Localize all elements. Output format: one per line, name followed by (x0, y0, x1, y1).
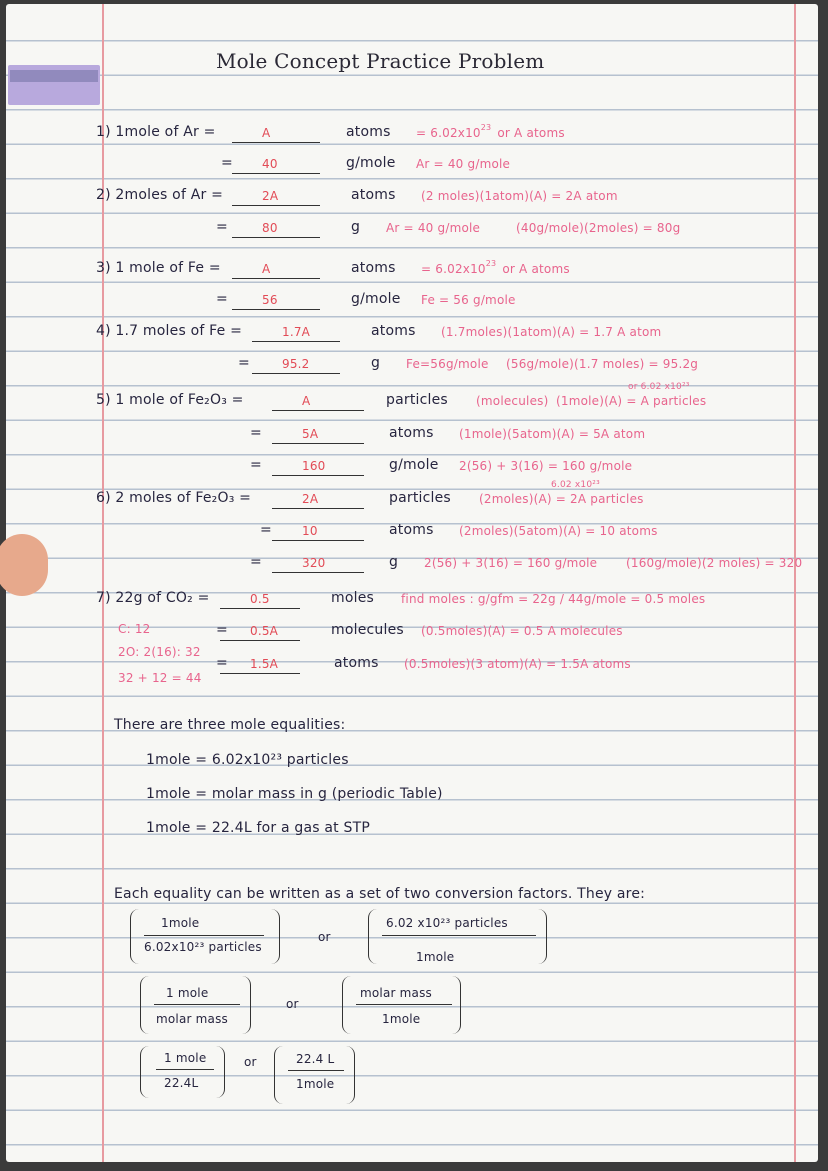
problem-work-note-3: or 6.02 x10²³ (628, 382, 690, 392)
problem-label: = (260, 522, 272, 538)
factor1-numerator: 1mole (161, 916, 200, 930)
answer-blank-line (272, 410, 364, 411)
problem-answer: 80 (262, 221, 278, 235)
or-text: or (244, 1055, 257, 1069)
problem-label: = (216, 219, 228, 235)
problem-label: 7) 22g of CO₂ = (96, 590, 210, 606)
problem-unit: atoms (346, 124, 391, 140)
problem-work-note-2: (56g/mole)(1.7 moles) = 95.2g (506, 357, 699, 371)
work-note-text: Fe = 56 g/mole (421, 293, 516, 307)
problem-unit: atoms (371, 323, 416, 339)
problem-answer: 160 (302, 459, 326, 473)
answer-blank-line (252, 341, 340, 342)
thumb-photo-artifact (0, 534, 48, 596)
fraction-bar (382, 935, 536, 936)
problem-unit: g (351, 219, 361, 235)
answer-blank-line (272, 572, 364, 573)
problem-unit: g/mole (351, 291, 401, 307)
problem-unit: molecules (331, 622, 404, 638)
problem-work-note-3: 6.02 x10²³ (551, 480, 600, 490)
problem-work-note (416, 157, 510, 171)
paren-left (140, 1046, 149, 1098)
problem-unit: atoms (351, 187, 396, 203)
answer-blank-line (272, 540, 364, 541)
fraction-bar (156, 1069, 214, 1070)
problem-unit: g/mole (346, 155, 396, 171)
paren-right (242, 976, 251, 1034)
problem-label: = (250, 425, 262, 441)
problem-answer: A (302, 394, 311, 408)
work-note-text: (1mole)(5atom)(A) = 5A atom (459, 427, 646, 441)
sticky-tab-label (10, 70, 98, 82)
factor6-denominator: 1mole (296, 1077, 335, 1091)
problem-answer: 56 (262, 293, 278, 307)
factor5-denominator: 22.4L (164, 1076, 199, 1090)
work-note-text: (2moles)(A) = 2A particles (479, 492, 644, 506)
work-note-text: (molecules) (476, 394, 549, 408)
problem-work-note (404, 657, 631, 671)
fraction-bar (154, 1004, 240, 1005)
exponent: 23 (480, 123, 492, 132)
problem-label: 4) 1.7 moles of Fe = (96, 323, 243, 339)
problem-label: = (221, 155, 233, 171)
problem-answer: 40 (262, 157, 278, 171)
co2-work-line-3: 32 + 12 = 44 (118, 671, 202, 685)
co2-work-line-2: 2O: 2(16): 32 (118, 645, 201, 659)
answer-blank-line (232, 237, 320, 238)
problem-label: = (216, 622, 228, 638)
paren-right (216, 1046, 225, 1098)
paren-right (346, 1046, 355, 1104)
page-title: Mole Concept Practice Problem (216, 49, 545, 73)
answer-blank-line (232, 309, 320, 310)
problem-label: 1) 1mole of Ar = (96, 124, 216, 140)
problem-answer: A (262, 126, 271, 140)
problem-work-note (476, 394, 548, 408)
problem-unit: g (389, 554, 399, 570)
answer-blank-line (272, 475, 364, 476)
fraction-bar (144, 935, 264, 936)
fraction-bar (288, 1070, 344, 1071)
equality-3: 1mole = 22.4L for a gas at STP (146, 820, 371, 836)
problem-work-note (424, 556, 597, 570)
problem-answer: 2A (302, 492, 319, 506)
problem-answer: 320 (302, 556, 326, 570)
problem-work-note (421, 293, 516, 307)
co2-work-line-1: C: 12 (118, 622, 151, 636)
or-text: or (318, 930, 331, 944)
problem-unit: moles (331, 590, 374, 606)
problem-label: 6) 2 moles of Fe₂O₃ = (96, 490, 252, 506)
problem-label: 2) 2moles of Ar = (96, 187, 224, 203)
problem-unit: atoms (389, 425, 434, 441)
problem-answer: 1.5A (250, 657, 279, 671)
factor1-denominator: 6.02x10²³ particles (144, 940, 262, 954)
problem-answer: 95.2 (282, 357, 310, 371)
paren-left (140, 976, 149, 1034)
equalities-heading: There are three mole equalities: (114, 717, 346, 733)
problem-label: 5) 1 mole of Fe₂O₃ = (96, 392, 244, 408)
work-note-text: (2 moles)(1atom)(A) = 2A atom (421, 189, 618, 203)
work-note-text: 2(56) + 3(16) = 160 g/mole (459, 459, 633, 473)
problem-work-note (459, 524, 658, 538)
exponent: 23 (485, 259, 497, 268)
problem-answer: 5A (302, 427, 319, 441)
problem-label: 3) 1 mole of Fe = (96, 260, 221, 276)
paren-left (130, 909, 139, 964)
answer-blank-line (252, 373, 340, 374)
problem-work-note-2: (1mole)(A) = A particles (556, 394, 707, 408)
problem-answer: 0.5A (250, 624, 279, 638)
answer-blank-line (232, 205, 320, 206)
paren-left (274, 1046, 283, 1104)
right-margin-line (794, 4, 796, 1162)
paren-right (538, 909, 547, 964)
work-note-text: (0.5moles)(3 atom)(A) = 1.5A atoms (404, 657, 631, 671)
answer-blank-line (220, 640, 300, 641)
left-margin-line (102, 4, 104, 1162)
problem-answer: 0.5 (250, 592, 270, 606)
problem-work-note (421, 624, 623, 638)
work-note-text: (1.7moles)(1atom)(A) = 1.7 A atom (441, 325, 662, 339)
problem-work-note (479, 492, 644, 506)
problem-work-note (459, 427, 645, 441)
equality-2: 1mole = molar mass in g (periodic Table) (146, 786, 443, 802)
problem-label: = (250, 457, 262, 473)
problem-work-note (416, 123, 565, 140)
answer-blank-line (232, 278, 320, 279)
work-note-text: (0.5moles)(A) = 0.5 A molecules (421, 624, 623, 638)
problem-label: = (238, 355, 250, 371)
notebook-page (6, 4, 818, 1162)
paren-right (271, 909, 280, 964)
work-note-text: (2moles)(5atom)(A) = 10 atoms (459, 524, 658, 538)
problem-work-note (421, 189, 618, 203)
factor2-denominator: 1mole (416, 950, 455, 964)
problem-label: = (250, 554, 262, 570)
or-text: or (286, 997, 299, 1011)
factor3-numerator: 1 mole (166, 986, 209, 1000)
factor6-numerator: 22.4 L (296, 1052, 335, 1066)
problem-label: = (216, 655, 228, 671)
fraction-bar (356, 1004, 452, 1005)
paren-left (368, 909, 377, 964)
problem-work-note (421, 259, 570, 276)
answer-blank-line (232, 173, 320, 174)
problem-unit: atoms (334, 655, 379, 671)
work-note-text: = 6.02x10 (421, 262, 486, 276)
paren-left (342, 976, 351, 1034)
work-note-text: Fe=56g/mole (406, 357, 489, 371)
problem-unit: particles (386, 392, 448, 408)
problem-answer: 10 (302, 524, 318, 538)
problem-work-note (441, 325, 661, 339)
problem-work-note-2: (160g/mole)(2 moles) = 320 (626, 556, 803, 570)
answer-blank-line (220, 608, 300, 609)
factor3-denominator: molar mass (156, 1012, 229, 1026)
problem-work-note (386, 221, 480, 235)
problem-unit: g (371, 355, 381, 371)
problem-work-note (459, 459, 632, 473)
work-note-text: Ar = 40 g/mole (386, 221, 481, 235)
work-note-tail: or A atoms (497, 126, 565, 140)
work-note-text: = 6.02x10 (416, 126, 481, 140)
work-note-text: Ar = 40 g/mole (416, 157, 511, 171)
factor5-numerator: 1 mole (164, 1051, 207, 1065)
problem-work-note (406, 357, 489, 371)
work-note-text: find moles : g/gfm = 22g / 44g/mole = 0.5 moles (401, 592, 706, 606)
problem-unit: atoms (351, 260, 396, 276)
answer-blank-line (272, 443, 364, 444)
problem-unit: g/mole (389, 457, 439, 473)
answer-blank-line (272, 508, 364, 509)
factor4-numerator: molar mass (360, 986, 433, 1000)
problem-work-note-2: (40g/mole)(2moles) = 80g (516, 221, 681, 235)
problem-unit: atoms (389, 522, 434, 538)
answer-blank-line (220, 673, 300, 674)
problem-label: = (216, 291, 228, 307)
problem-work-note (401, 592, 705, 606)
problem-answer: A (262, 262, 271, 276)
factor4-denominator: 1mole (382, 1012, 421, 1026)
paren-right (452, 976, 461, 1034)
work-note-text: 2(56) + 3(16) = 160 g/mole (424, 556, 598, 570)
factor2-numerator: 6.02 x10²³ particles (386, 916, 508, 930)
equality-1: 1mole = 6.02x10²³ particles (146, 752, 349, 768)
conversion-heading: Each equality can be written as a set of two conversion factors. They are: (114, 886, 646, 902)
answer-blank-line (232, 142, 320, 143)
problem-unit: particles (389, 490, 451, 506)
problem-answer: 1.7A (282, 325, 311, 339)
problem-answer: 2A (262, 189, 279, 203)
work-note-tail: or A atoms (502, 262, 570, 276)
